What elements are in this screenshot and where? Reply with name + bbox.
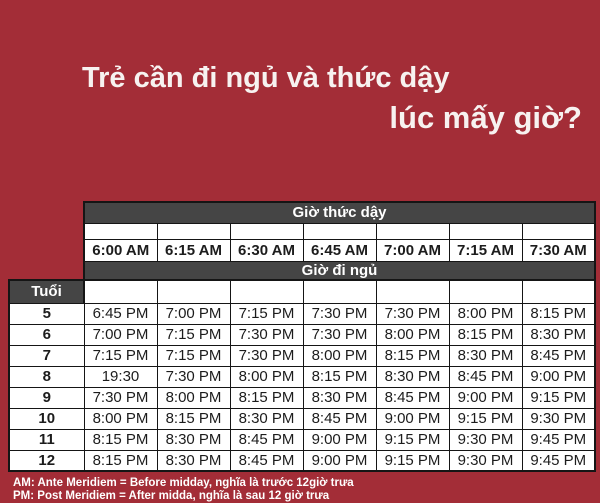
empty-cell: [230, 280, 303, 303]
sleep-header-cell: Giờ đi ngủ: [84, 261, 595, 280]
spacer-cell: [9, 239, 84, 261]
bedtime-cell: 8:30 PM: [303, 387, 376, 408]
bedtime-cell: 8:00 PM: [157, 387, 230, 408]
bedtime-cell: 7:30 PM: [303, 303, 376, 324]
bedtime-cell: 9:15 PM: [449, 408, 522, 429]
bedtime-cell: 7:30 PM: [230, 345, 303, 366]
bedtime-cell: 8:45 PM: [522, 345, 595, 366]
title-line-1: Trẻ cần đi ngủ và thức dậy: [82, 62, 450, 94]
bedtime-cell: 8:15 PM: [522, 303, 595, 324]
bedtime-cell: 8:00 PM: [303, 345, 376, 366]
age-cell: 5: [9, 303, 84, 324]
bedtime-cell: 9:45 PM: [522, 429, 595, 450]
wake-time-cell: 6:30 AM: [230, 239, 303, 261]
bedtime-cell: 8:15 PM: [157, 408, 230, 429]
wake-time-cell: 7:00 AM: [376, 239, 449, 261]
footnote-am: AM: Ante Meridiem = Before midday, nghĩa là trước 12giờ trưa: [13, 477, 354, 489]
bedtime-cell: 9:00 PM: [376, 408, 449, 429]
age-header-row: [9, 280, 595, 303]
bedtime-cell: 8:30 PM: [449, 345, 522, 366]
age-cell: 6: [9, 324, 84, 345]
bedtime-cell: 8:30 PM: [376, 366, 449, 387]
spacer-cell: [9, 223, 84, 239]
bedtime-cell: 8:45 PM: [376, 387, 449, 408]
bedtime-cell: 9:30 PM: [449, 450, 522, 471]
bedtime-cell: 8:45 PM: [303, 408, 376, 429]
bedtime-cell: 7:15 PM: [230, 303, 303, 324]
age-row-6: [9, 324, 595, 345]
age-row-5: [9, 303, 595, 324]
wake-time-cell: 6:45 AM: [303, 239, 376, 261]
empty-cell: [449, 223, 522, 239]
empty-row: [9, 223, 595, 239]
age-cell: 8: [9, 366, 84, 387]
bedtime-cell: 9:15 PM: [522, 387, 595, 408]
wake-header-row: [9, 202, 595, 223]
footnote-pm: PM: Post Meridiem = After midda, nghĩa là sau 12 giờ trưa: [13, 489, 330, 502]
bedtime-cell: 7:30 PM: [376, 303, 449, 324]
empty-cell: [376, 223, 449, 239]
bedtime-cell: 8:30 PM: [522, 324, 595, 345]
age-row-12: [9, 450, 595, 471]
sleep-header-row: [9, 261, 595, 280]
bedtime-cell: 8:45 PM: [230, 450, 303, 471]
bedtime-cell: 7:15 PM: [157, 345, 230, 366]
age-cell: 12: [9, 450, 84, 471]
empty-cell: [522, 223, 595, 239]
age-header-cell: Tuổi: [9, 280, 84, 303]
bedtime-cell: 9:00 PM: [449, 387, 522, 408]
bedtime-cell: 7:30 PM: [84, 387, 157, 408]
wake-time-cell: 6:00 AM: [84, 239, 157, 261]
footnote: [13, 477, 354, 502]
age-cell: 9: [9, 387, 84, 408]
bedtime-cell: 8:30 PM: [157, 429, 230, 450]
empty-cell: [303, 280, 376, 303]
empty-cell: [303, 223, 376, 239]
bedtime-cell: 7:00 PM: [157, 303, 230, 324]
bedtime-cell: 8:15 PM: [84, 429, 157, 450]
bedtime-cell: 8:15 PM: [376, 345, 449, 366]
bedtime-cell: 9:30 PM: [449, 429, 522, 450]
spacer-cell: [9, 202, 84, 223]
wake-time-cell: 6:15 AM: [157, 239, 230, 261]
bedtime-cell: 9:00 PM: [303, 429, 376, 450]
bedtime-cell: 19:30: [84, 366, 157, 387]
bedtime-cell: 7:15 PM: [157, 324, 230, 345]
bedtime-cell: 9:45 PM: [522, 450, 595, 471]
empty-cell: [449, 280, 522, 303]
bedtime-cell: 9:30 PM: [522, 408, 595, 429]
wake-time-cell: 7:30 AM: [522, 239, 595, 261]
bedtime-cell: 8:00 PM: [84, 408, 157, 429]
empty-cell: [522, 280, 595, 303]
bedtime-cell: 8:00 PM: [376, 324, 449, 345]
bedtime-cell: 8:15 PM: [449, 324, 522, 345]
wake-times-row: [9, 239, 595, 261]
bedtime-cell: 8:45 PM: [230, 429, 303, 450]
bedtime-cell: 7:15 PM: [84, 345, 157, 366]
bedtime-cell: 8:15 PM: [230, 387, 303, 408]
bedtime-cell: 8:30 PM: [157, 450, 230, 471]
empty-cell: [84, 280, 157, 303]
bedtime-cell: 7:00 PM: [84, 324, 157, 345]
empty-cell: [376, 280, 449, 303]
age-cell: 10: [9, 408, 84, 429]
age-cell: 7: [9, 345, 84, 366]
age-row-9: [9, 387, 595, 408]
bedtime-cell: 9:00 PM: [303, 450, 376, 471]
age-row-11: [9, 429, 595, 450]
empty-cell: [157, 223, 230, 239]
wake-header-cell: Giờ thức dậy: [84, 202, 595, 223]
bedtime-cell: 8:00 PM: [230, 366, 303, 387]
age-row-8: [9, 366, 595, 387]
bedtime-cell: 9:15 PM: [376, 450, 449, 471]
empty-cell: [84, 223, 157, 239]
page-title: [82, 60, 582, 137]
empty-cell: [157, 280, 230, 303]
bedtime-cell: 8:45 PM: [449, 366, 522, 387]
title-line-2: lúc mấy giờ?: [389, 100, 582, 135]
bedtime-cell: 8:00 PM: [449, 303, 522, 324]
bedtime-cell: 6:45 PM: [84, 303, 157, 324]
bedtime-cell: 9:00 PM: [522, 366, 595, 387]
bedtime-cell: 8:15 PM: [303, 366, 376, 387]
bedtime-cell: 8:15 PM: [84, 450, 157, 471]
bedtime-cell: 7:30 PM: [230, 324, 303, 345]
age-row-7: [9, 345, 595, 366]
empty-cell: [230, 223, 303, 239]
bedtime-cell: 8:30 PM: [230, 408, 303, 429]
bedtime-cell: 7:30 PM: [303, 324, 376, 345]
sleep-schedule-table: [8, 201, 596, 472]
wake-time-cell: 7:15 AM: [449, 239, 522, 261]
age-row-10: [9, 408, 595, 429]
bedtime-cell: 7:30 PM: [157, 366, 230, 387]
bedtime-cell: 9:15 PM: [376, 429, 449, 450]
age-cell: 11: [9, 429, 84, 450]
spacer-cell: [9, 261, 84, 280]
